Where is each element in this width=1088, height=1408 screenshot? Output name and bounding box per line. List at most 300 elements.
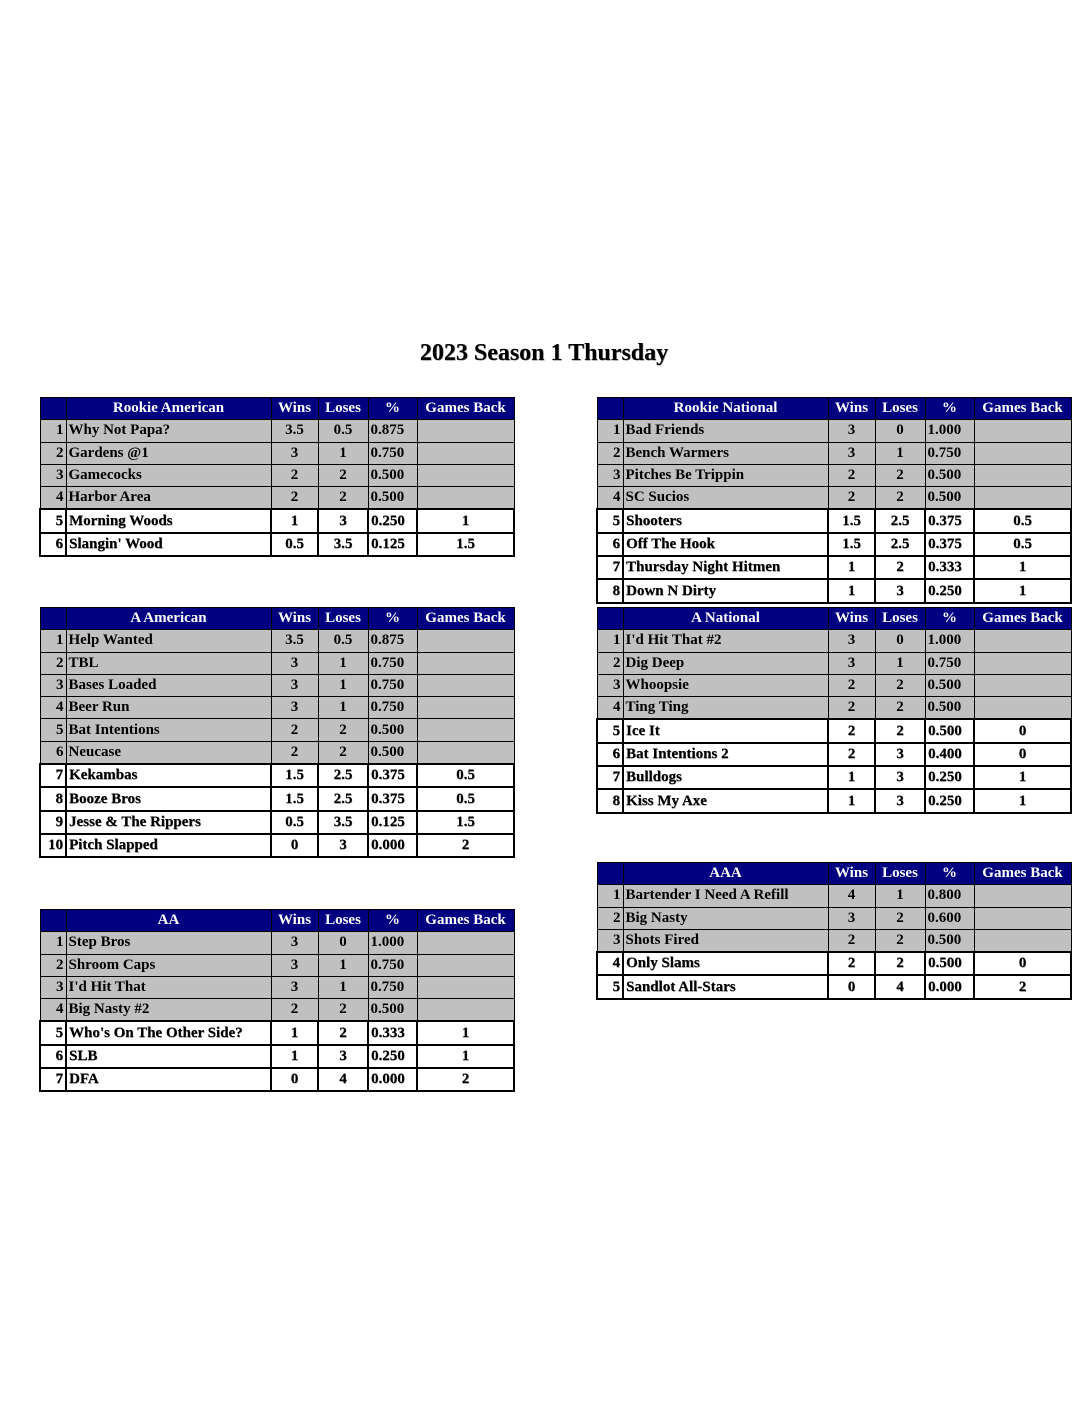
table-row [597,442,1071,464]
team-name: Jesse & The Rippers [66,811,271,834]
wins-cell: 3 [828,442,875,464]
games-back-cell: 0.5 [974,509,1071,532]
games-back-header: Games Back [417,398,514,420]
loses-header: Loses [875,398,925,420]
wins-cell: 1 [828,766,875,789]
header-row [597,398,1071,420]
games-back-cell: 1.5 [417,811,514,834]
rank-header [597,863,623,885]
team-name: Ting Ting [623,697,828,720]
pct-cell: 0.375 [368,787,417,810]
team-name: Bartender I Need A Refill [623,885,828,907]
header-row [40,608,514,630]
team-name: Shooters [623,509,828,532]
table-row [597,789,1071,812]
loses-cell: 1 [318,954,368,976]
rank-cell: 7 [597,766,623,789]
games-back-cell [974,907,1071,929]
rank-cell: 10 [40,834,66,857]
wins-cell: 1 [828,789,875,812]
pct-cell: 0.500 [925,674,974,696]
loses-cell: 3 [875,579,925,602]
wins-cell: 1 [271,1021,318,1044]
games-back-cell [974,652,1071,674]
table-row [40,787,514,810]
games-back-cell [974,674,1071,696]
loses-cell: 0 [318,932,368,954]
loses-cell: 2 [318,719,368,741]
rank-cell: 2 [40,442,66,464]
rank-cell: 7 [40,1068,66,1091]
loses-cell: 2.5 [318,787,368,810]
loses-cell: 3 [875,789,925,812]
games-back-cell: 2 [417,834,514,857]
wins-header: Wins [271,910,318,932]
team-name: Gamecocks [66,464,271,486]
pct-cell: 0.500 [925,487,974,510]
rank-cell: 2 [40,652,66,674]
team-name: TBL [66,652,271,674]
pct-header: % [368,910,417,932]
games-back-header: Games Back [417,608,514,630]
rank-cell: 7 [40,764,66,787]
loses-cell: 3.5 [318,811,368,834]
loses-cell: 1 [875,442,925,464]
wins-cell: 0.5 [271,811,318,834]
table-row [597,743,1071,766]
pct-cell: 0.500 [925,697,974,720]
team-name: Bases Loaded [66,674,271,696]
pct-cell: 0.400 [925,743,974,766]
table-row [597,952,1071,975]
wins-cell: 2 [271,999,318,1022]
loses-cell: 4 [875,975,925,998]
rank-cell: 2 [597,907,623,929]
header-row [40,910,514,932]
games-back-cell [974,885,1071,907]
loses-cell: 0.5 [318,420,368,442]
games-back-cell [417,719,514,741]
a-national-table [596,607,1072,814]
team-name: Gardens @1 [66,442,271,464]
loses-cell: 2 [318,487,368,510]
team-name: Beer Run [66,697,271,719]
pct-cell: 0.500 [925,464,974,486]
wins-cell: 3.5 [271,630,318,652]
loses-cell: 2 [318,741,368,764]
rank-cell: 3 [597,674,623,696]
table-row [40,487,514,510]
pct-cell: 0.500 [368,487,417,510]
team-name: Slangin' Wood [66,533,271,556]
pct-cell: 0.500 [925,929,974,952]
pct-cell: 1.000 [925,420,974,442]
team-name: Kekambas [66,764,271,787]
team-name: Whoopsie [623,674,828,696]
team-name: Pitch Slapped [66,834,271,857]
pct-cell: 0.750 [368,674,417,696]
wins-cell: 3 [271,697,318,719]
rank-cell: 4 [40,487,66,510]
wins-cell: 3 [271,652,318,674]
loses-cell: 2.5 [875,533,925,556]
table-row [40,764,514,787]
wins-cell: 2 [828,929,875,952]
rank-cell: 9 [40,811,66,834]
games-back-cell [417,420,514,442]
team-name: SLB [66,1045,271,1068]
games-back-cell [417,464,514,486]
rank-cell: 4 [597,952,623,975]
loses-cell: 2.5 [875,509,925,532]
rank-cell: 8 [597,789,623,812]
games-back-header: Games Back [417,910,514,932]
rank-cell: 7 [597,556,623,579]
pct-cell: 0.500 [925,952,974,975]
aaa-table [596,862,1072,1000]
page-title: 2023 Season 1 Thursday [419,340,669,366]
wins-cell: 3 [271,932,318,954]
aa-table [39,909,515,1092]
table-row [597,975,1071,998]
team-name: Morning Woods [66,509,271,532]
pct-header: % [925,608,974,630]
pct-cell: 0.333 [925,556,974,579]
rank-cell: 3 [597,929,623,952]
loses-cell: 2 [875,464,925,486]
pct-cell: 0.250 [368,1045,417,1068]
wins-cell: 2 [828,719,875,742]
pct-cell: 0.750 [925,652,974,674]
rank-cell: 1 [40,932,66,954]
wins-cell: 3.5 [271,420,318,442]
loses-header: Loses [318,398,368,420]
wins-header: Wins [828,863,875,885]
games-back-cell: 1 [974,789,1071,812]
table-row [40,999,514,1022]
loses-cell: 1 [318,976,368,998]
rank-cell: 5 [40,719,66,741]
wins-cell: 1.5 [271,764,318,787]
table-row [597,420,1071,442]
loses-cell: 1 [318,697,368,719]
rank-cell: 5 [597,509,623,532]
loses-cell: 1 [875,885,925,907]
team-name: Dig Deep [623,652,828,674]
wins-cell: 4 [828,885,875,907]
table-row [40,976,514,998]
team-name: Bad Friends [623,420,828,442]
header-row [597,608,1071,630]
division-name: AAA [623,863,828,885]
team-name: Shots Fired [623,929,828,952]
table-row [40,811,514,834]
wins-cell: 3 [271,954,318,976]
wins-cell: 3 [828,630,875,652]
pct-cell: 0.375 [925,533,974,556]
loses-cell: 1 [318,674,368,696]
rank-cell: 5 [597,719,623,742]
wins-cell: 2 [828,697,875,720]
games-back-cell [417,487,514,510]
loses-cell: 2 [875,674,925,696]
wins-cell: 2 [828,674,875,696]
team-name: Ice It [623,719,828,742]
rank-cell: 8 [597,579,623,602]
loses-cell: 2 [875,556,925,579]
games-back-cell: 0.5 [417,764,514,787]
table-row [40,630,514,652]
table-row [597,464,1071,486]
team-name: Down N Dirty [623,579,828,602]
table-row [597,579,1071,602]
pct-cell: 0.800 [925,885,974,907]
games-back-cell: 1 [417,1045,514,1068]
wins-cell: 0.5 [271,533,318,556]
rank-cell: 2 [597,442,623,464]
rank-cell: 1 [40,630,66,652]
wins-cell: 0 [271,1068,318,1091]
wins-cell: 1 [828,556,875,579]
table-row [40,1045,514,1068]
team-name: Kiss My Axe [623,789,828,812]
loses-header: Loses [318,608,368,630]
games-back-cell: 1 [974,556,1071,579]
division-name: Rookie National [623,398,828,420]
rank-cell: 3 [40,674,66,696]
loses-cell: 0 [875,630,925,652]
a-american-table [39,607,515,858]
games-back-cell [974,442,1071,464]
team-name: DFA [66,1068,271,1091]
wins-cell: 1.5 [828,533,875,556]
team-name: Pitches Be Trippin [623,464,828,486]
rank-cell: 6 [40,741,66,764]
rank-header [597,608,623,630]
games-back-cell [417,999,514,1022]
rank-cell: 4 [40,999,66,1022]
loses-cell: 2 [318,464,368,486]
team-name: Only Slams [623,952,828,975]
rank-cell: 6 [40,533,66,556]
pct-header: % [368,398,417,420]
team-name: Neucase [66,741,271,764]
team-name: Big Nasty [623,907,828,929]
table-row [597,719,1071,742]
games-back-cell [974,697,1071,720]
pct-header: % [368,608,417,630]
division-name: Rookie American [66,398,271,420]
table-row [40,932,514,954]
pct-cell: 0.500 [368,719,417,741]
table-row [597,929,1071,952]
team-name: Harbor Area [66,487,271,510]
rank-cell: 5 [597,975,623,998]
pct-cell: 0.000 [925,975,974,998]
games-back-cell: 0.5 [974,533,1071,556]
rank-cell: 5 [40,509,66,532]
pct-cell: 0.000 [368,834,417,857]
rookie-american-table [39,397,515,557]
games-back-cell [974,464,1071,486]
table-row [40,719,514,741]
rank-header [40,608,66,630]
loses-header: Loses [875,863,925,885]
wins-cell: 3 [271,674,318,696]
games-back-cell [417,652,514,674]
team-name: SC Sucios [623,487,828,510]
table-row [40,533,514,556]
team-name: Bat Intentions 2 [623,743,828,766]
rank-cell: 8 [40,787,66,810]
table-row [597,556,1071,579]
team-name: Big Nasty #2 [66,999,271,1022]
table-row [40,1021,514,1044]
pct-cell: 0.750 [368,976,417,998]
wins-cell: 3 [828,652,875,674]
table-row [597,907,1071,929]
loses-cell: 4 [318,1068,368,1091]
pct-cell: 0.500 [368,999,417,1022]
table-row [597,674,1071,696]
games-back-cell [417,932,514,954]
games-back-cell [417,976,514,998]
pct-cell: 0.750 [368,697,417,719]
table-row [597,766,1071,789]
table-row [597,697,1071,720]
rank-cell: 2 [597,652,623,674]
wins-cell: 2 [271,464,318,486]
games-back-cell [974,487,1071,510]
pct-cell: 0.500 [925,719,974,742]
wins-cell: 2 [828,487,875,510]
loses-header: Loses [875,608,925,630]
table-row [40,509,514,532]
rank-cell: 6 [40,1045,66,1068]
games-back-cell [417,697,514,719]
pct-cell: 0.500 [368,741,417,764]
team-name: Bench Warmers [623,442,828,464]
games-back-cell: 1 [417,1021,514,1044]
pct-header: % [925,398,974,420]
pct-cell: 0.250 [368,509,417,532]
rank-cell: 3 [597,464,623,486]
header-row [597,863,1071,885]
rank-header [40,398,66,420]
table-row [40,1068,514,1091]
team-name: Bat Intentions [66,719,271,741]
loses-cell: 2.5 [318,764,368,787]
wins-header: Wins [271,398,318,420]
rank-header [597,398,623,420]
pct-cell: 0.125 [368,811,417,834]
wins-header: Wins [271,608,318,630]
loses-cell: 3 [318,509,368,532]
games-back-cell: 1 [417,509,514,532]
games-back-cell [417,674,514,696]
pct-cell: 1.000 [368,932,417,954]
table-row [597,652,1071,674]
loses-cell: 3 [875,766,925,789]
games-back-cell: 2 [417,1068,514,1091]
pct-cell: 0.375 [925,509,974,532]
loses-cell: 3 [318,1045,368,1068]
rank-cell: 4 [597,487,623,510]
pct-cell: 0.875 [368,630,417,652]
pct-cell: 0.000 [368,1068,417,1091]
table-row [40,420,514,442]
games-back-cell: 0 [974,719,1071,742]
wins-header: Wins [828,398,875,420]
rank-cell: 1 [597,420,623,442]
loses-cell: 3.5 [318,533,368,556]
games-back-cell: 1.5 [417,533,514,556]
games-back-cell [974,929,1071,952]
pct-header: % [925,863,974,885]
wins-cell: 0 [828,975,875,998]
loses-cell: 2 [875,929,925,952]
table-row [40,442,514,464]
games-back-cell [417,630,514,652]
games-back-cell [417,741,514,764]
table-row [40,834,514,857]
games-back-cell: 2 [974,975,1071,998]
team-name: Off The Hook [623,533,828,556]
games-back-header: Games Back [974,398,1071,420]
pct-cell: 0.750 [368,652,417,674]
rank-cell: 4 [597,697,623,720]
division-name: A National [623,608,828,630]
table-row [597,487,1071,510]
loses-cell: 3 [318,834,368,857]
wins-cell: 2 [271,487,318,510]
loses-cell: 2 [318,1021,368,1044]
games-back-cell [974,420,1071,442]
division-name: AA [66,910,271,932]
wins-cell: 2 [828,952,875,975]
team-name: I'd Hit That [66,976,271,998]
games-back-cell: 0 [974,952,1071,975]
wins-cell: 1.5 [828,509,875,532]
games-back-cell: 1 [974,579,1071,602]
team-name: Help Wanted [66,630,271,652]
header-row [40,398,514,420]
loses-cell: 2 [875,697,925,720]
table-row [40,674,514,696]
pct-cell: 0.875 [368,420,417,442]
pct-cell: 0.750 [925,442,974,464]
pct-cell: 0.250 [925,789,974,812]
team-name: Sandlot All-Stars [623,975,828,998]
team-name: Why Not Papa? [66,420,271,442]
loses-cell: 1 [318,652,368,674]
pct-cell: 0.125 [368,533,417,556]
wins-cell: 3 [271,442,318,464]
team-name: Shroom Caps [66,954,271,976]
table-row [40,652,514,674]
loses-cell: 2 [875,719,925,742]
team-name: Step Bros [66,932,271,954]
loses-cell: 2 [318,999,368,1022]
rank-cell: 2 [40,954,66,976]
loses-cell: 0 [875,420,925,442]
pct-cell: 0.250 [925,579,974,602]
loses-cell: 2 [875,487,925,510]
table-row [597,885,1071,907]
team-name: Booze Bros [66,787,271,810]
loses-cell: 0.5 [318,630,368,652]
wins-header: Wins [828,608,875,630]
